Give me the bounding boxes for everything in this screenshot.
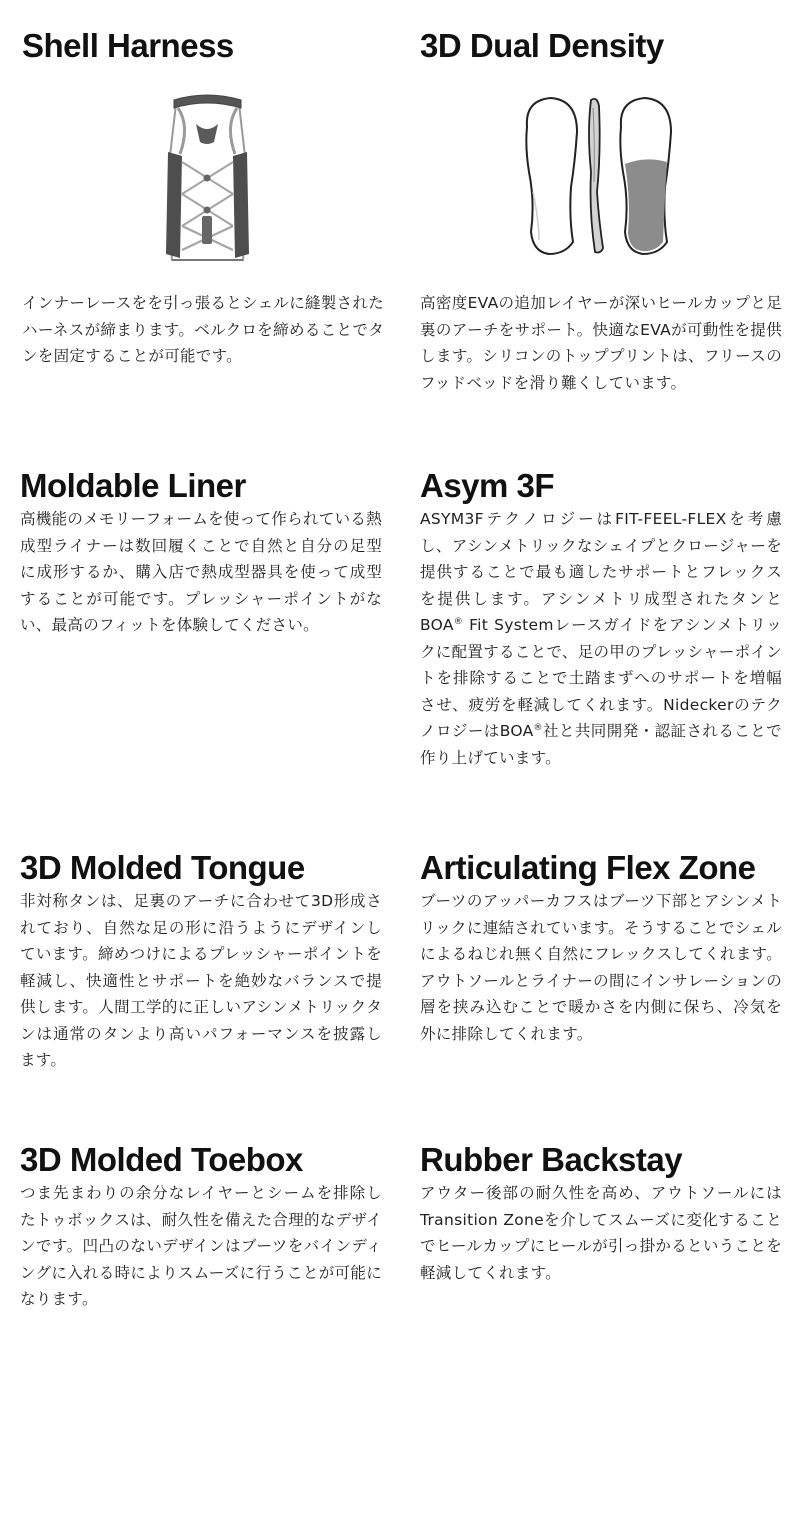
feature-title: 3D Molded Tongue	[20, 849, 305, 886]
feature-rubber-backstay	[420, 1140, 782, 1286]
feature-shell-harness-text	[22, 290, 384, 370]
feature-title: Moldable Liner	[20, 467, 246, 504]
feature-title: Shell Harness	[22, 27, 234, 64]
feature-articulating-flex-zone	[420, 848, 782, 1047]
description-part: 社と共同開発・認証されることで作り上げています。	[420, 722, 782, 767]
feature-3d-molded-tongue	[20, 848, 382, 1074]
insole-illustration	[515, 92, 685, 257]
registered-mark: ®	[453, 616, 464, 627]
feature-description: 非対称タンは、足裏のアーチに合わせて3D形成されており、自然な足の形に沿うようにデザインしています。締めつけによるプレッシャーポイントを軽減し、快適性とサポートを絶妙なバランスで提供します。人間工学的に正しいアシンメトリックタンは通常のタンより高いパフォーマンスを披露します。	[20, 892, 382, 1069]
feature-description: アウター後部の耐久性を高め、アウトソールにはTransition Zoneを介してスムーズに変化することでヒールカップにヒールが引っ掛かるということを軽減してくれます。	[420, 1184, 782, 1282]
feature-description: インナーレースをを引っ張るとシェルに縫製されたハーネスが締まります。ベルクロを締めることでタンを固定することが可能です。	[22, 294, 385, 365]
feature-description	[420, 506, 782, 771]
feature-description: ブーツのアッパーカフスはブーツ下部とアシンメトリックに連結されています。そうすることでシェルによるねじれ無く自然にフレックスしてくれます。アウトソールとライナーの間にインサレーションの層を挟み込むことで暖かさを内側に保ち、冷気を外に排除してくれます。	[420, 892, 782, 1043]
feature-title: Articulating Flex Zone	[420, 849, 756, 886]
harness-illustration	[150, 90, 265, 275]
feature-asym-3f	[420, 466, 782, 771]
feature-shell-harness	[22, 26, 384, 66]
feature-title: Rubber Backstay	[420, 1141, 683, 1178]
feature-description: 高密度EVAの追加レイヤーが深いヒールカップと足裏のアーチをサポート。快適なEVAが可動性を提供します。シリコンのトッププリントは、フリースのフッドベッドを滑り難くしています。	[420, 294, 782, 392]
description-part: Fit Systemレースガイドをアシンメトリックに配置することで、足の甲のプレッシャーポイントを排除することで土踏まずへのサポートを増幅させ、疲労を軽減してくれます。NideckerのテクノロジーはBOA	[420, 616, 783, 740]
feature-description: 高機能のメモリーフォームを使って作られている熱成型ライナーは数回履くことで自然と自分の足型に成形するか、購入店で熱成型器具を使って成型することが可能です。プレッシャーポイントがない、最高のフィットを体験してください。	[20, 510, 382, 634]
feature-description: つま先まわりの余分なレイヤーとシームを排除したトゥボックスは、耐久性を備えた合理的なデザインです。凹凸のないデザインはブーツをバインディングに入れる時によりスムーズに行うことが可能になります。	[20, 1184, 382, 1308]
feature-moldable-liner	[20, 466, 382, 639]
feature-title: 3D Dual Density	[420, 27, 664, 64]
feature-3d-dual-density-text	[420, 290, 782, 396]
feature-title: 3D Molded Toebox	[20, 1141, 303, 1178]
registered-mark: ®	[533, 722, 543, 733]
description-part: ASYM3FテクノロジーはFIT-FEEL-FLEXを考慮し、アシンメトリックなシェイプとクロージャーを提供することで最も適したサポートとフレックスを提供します。アシンメトリ成型されたタンとBOA	[420, 510, 782, 634]
feature-3d-dual-density	[420, 26, 782, 66]
feature-title: Asym 3F	[420, 467, 555, 504]
feature-3d-molded-toebox	[20, 1140, 382, 1313]
